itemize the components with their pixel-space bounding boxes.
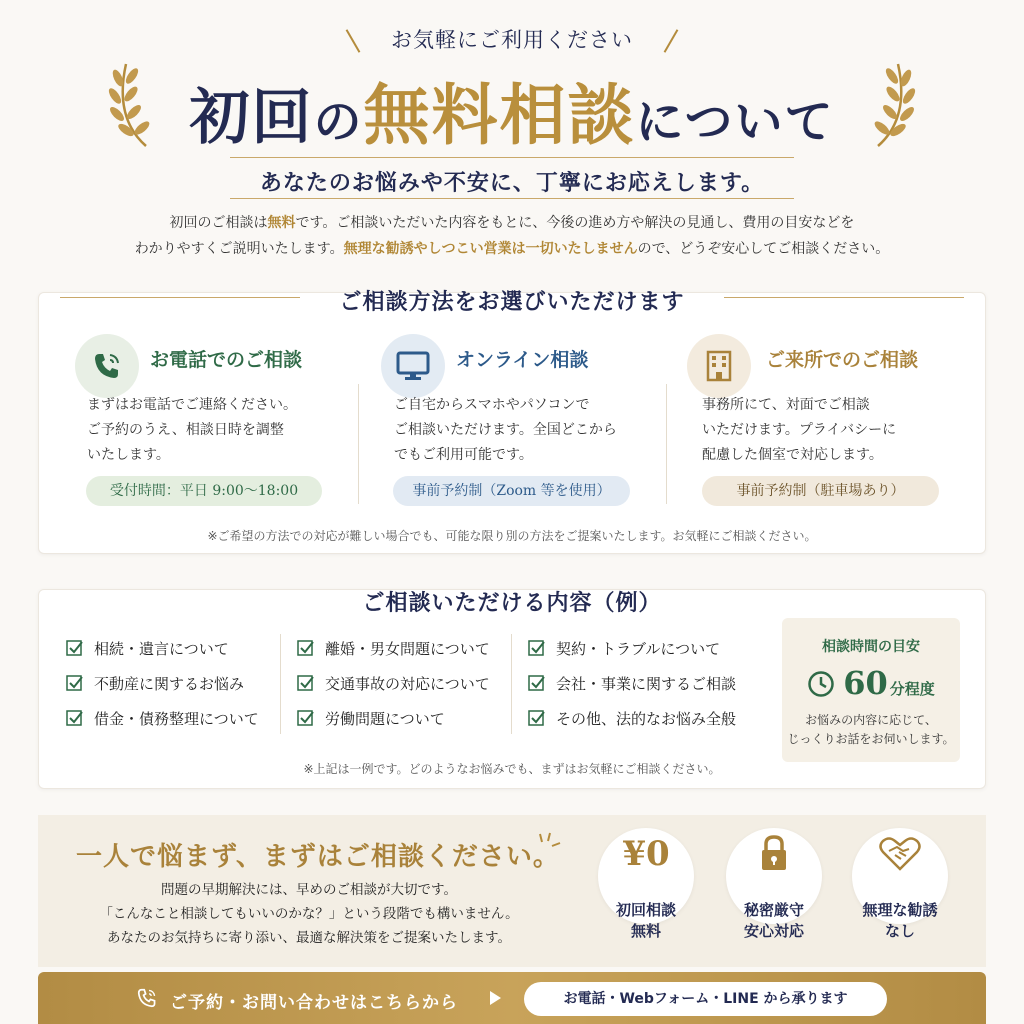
phone-icon — [91, 350, 123, 382]
checkbox-icon — [66, 674, 84, 692]
feature-secret-label: 秘密厳守 安心対応 — [743, 901, 804, 940]
checkbox-icon — [66, 709, 84, 727]
topic-item: 労働問題について — [297, 706, 490, 730]
phone-icon-circle — [75, 334, 139, 398]
monitor-icon — [396, 351, 430, 381]
clock-icon — [807, 670, 835, 698]
checkbox-icon — [66, 639, 84, 657]
laurel-right-icon — [858, 58, 918, 148]
intro-line-1: 初回のご相談は無料です。ご相談いただいた内容をもとに、今後の進め方や解決の見通し、費用の目安などを — [169, 215, 855, 231]
checkbox-icon — [297, 674, 315, 692]
method-divider-2 — [666, 384, 667, 504]
checkbox-icon — [528, 709, 546, 727]
method-phone-hours: 受付時間：平日 9:00〜18:00 — [86, 476, 322, 506]
title-pre: 初回 — [189, 83, 314, 153]
topic-item: 会社・事業に関するご相談 — [528, 671, 736, 695]
subtitle-rule-bottom — [230, 198, 794, 199]
tagline: お気軽にご利用ください — [391, 28, 633, 52]
phone-icon — [136, 987, 158, 1009]
topic-item: 交通事故の対応について — [297, 671, 490, 695]
yen-zero-icon: ¥0 — [622, 834, 670, 874]
method-visit-badge: 事前予約制（駐車場あり） — [702, 476, 939, 506]
sparkle-icon — [538, 832, 562, 854]
subtitle: あなたのお悩みや不安に、丁寧にお応えします。 — [259, 170, 765, 196]
building-icon — [704, 350, 734, 382]
topics-col-1 — [66, 636, 259, 730]
topic-item: 契約・トラブルについて — [528, 636, 736, 660]
subtitle-rule-top — [230, 157, 794, 158]
methods-title-rule-right — [724, 297, 964, 298]
consult-time-label: 相談時間の目安 — [822, 639, 920, 655]
checkbox-icon — [297, 709, 315, 727]
topics-col-2 — [297, 636, 490, 730]
monitor-icon-circle — [381, 334, 445, 398]
method-online-text: ご自宅からスマホやパソコンで ご相談いただけます。全国どこから でもご利用可能です。 — [394, 397, 617, 463]
encourage-text: 問題の早期解決には、早めのご相談が大切です。 「こんなこと相談してもいいのかな？」という段階でも構いません。 あなたのお気持ちに寄り添い、最適な解決策をご提案いたします。 — [99, 882, 519, 946]
contact-button[interactable]: お電話・Webフォーム・LINE から承ります — [524, 982, 887, 1016]
intro-line-2: わかりやすくご説明いたします。無理な勧誘やしつこい営業は一切いたしませんので、どうぞ安心してご相談ください。 — [134, 241, 890, 257]
methods-note: ※ご希望の方法での対応が難しい場合でも、可能な限り別の方法をご提案いたします。お気軽にご相談ください。 — [207, 529, 817, 543]
cta-label[interactable]: ご予約・お問い合わせはこちらから — [170, 993, 458, 1013]
method-online-badge: 事前予約制（Zoom 等を使用） — [393, 476, 630, 506]
checkbox-icon — [528, 674, 546, 692]
method-divider-1 — [358, 384, 359, 504]
method-online-title: オンライン相談 — [456, 349, 589, 371]
building-icon-circle — [687, 334, 751, 398]
method-phone-text: まずはお電話でご連絡ください。 ご予約のうえ、相談日時を調整 いたします。 — [87, 397, 297, 463]
checkbox-icon — [297, 639, 315, 657]
lock-icon — [759, 834, 789, 872]
encourage-headline: 一人で悩まず、まずはご相談ください。 — [76, 842, 560, 872]
methods-title: ご相談方法をお選びいただけます — [339, 289, 685, 315]
topics-divider-2 — [511, 634, 512, 734]
topics-note: ※上記は一例です。どのようなお悩みでも、まずはお気軽にご相談ください。 — [303, 762, 721, 776]
topic-item: その他、法的なお悩み全般 — [528, 706, 736, 730]
handshake-heart-icon — [877, 835, 923, 871]
topic-item: 離婚・男女問題について — [297, 636, 490, 660]
checkbox-icon — [528, 639, 546, 657]
feature-free-label: 初回相談 無料 — [615, 901, 676, 940]
title-highlight: 無料相談 — [363, 76, 636, 154]
title-no: の — [313, 94, 364, 150]
topic-item: 借金・債務整理について — [66, 706, 259, 730]
topic-item: 相続・遺言について — [66, 636, 259, 660]
method-visit-text: 事務所にて、対面でご相談 いただけます。プライバシーに 配慮した個室で対応します。 — [702, 397, 897, 463]
method-visit-title: ご来所でのご相談 — [766, 349, 919, 371]
method-phone-title: お電話でのご相談 — [150, 349, 303, 371]
title-post: について — [635, 94, 835, 150]
topics-title: ご相談いただける内容（例） — [362, 590, 662, 616]
play-arrow-icon — [488, 990, 502, 1006]
topic-item: 不動産に関するお悩み — [66, 671, 259, 695]
feature-nopush-label: 無理な勧誘 なし — [862, 901, 938, 940]
topics-col-3 — [528, 636, 736, 730]
consult-time-desc: お悩みの内容に応じて、 じっくりお話をお伺いします。 — [787, 713, 955, 746]
topics-divider-1 — [280, 634, 281, 734]
consult-time-value: 60 分程度 — [782, 664, 960, 702]
